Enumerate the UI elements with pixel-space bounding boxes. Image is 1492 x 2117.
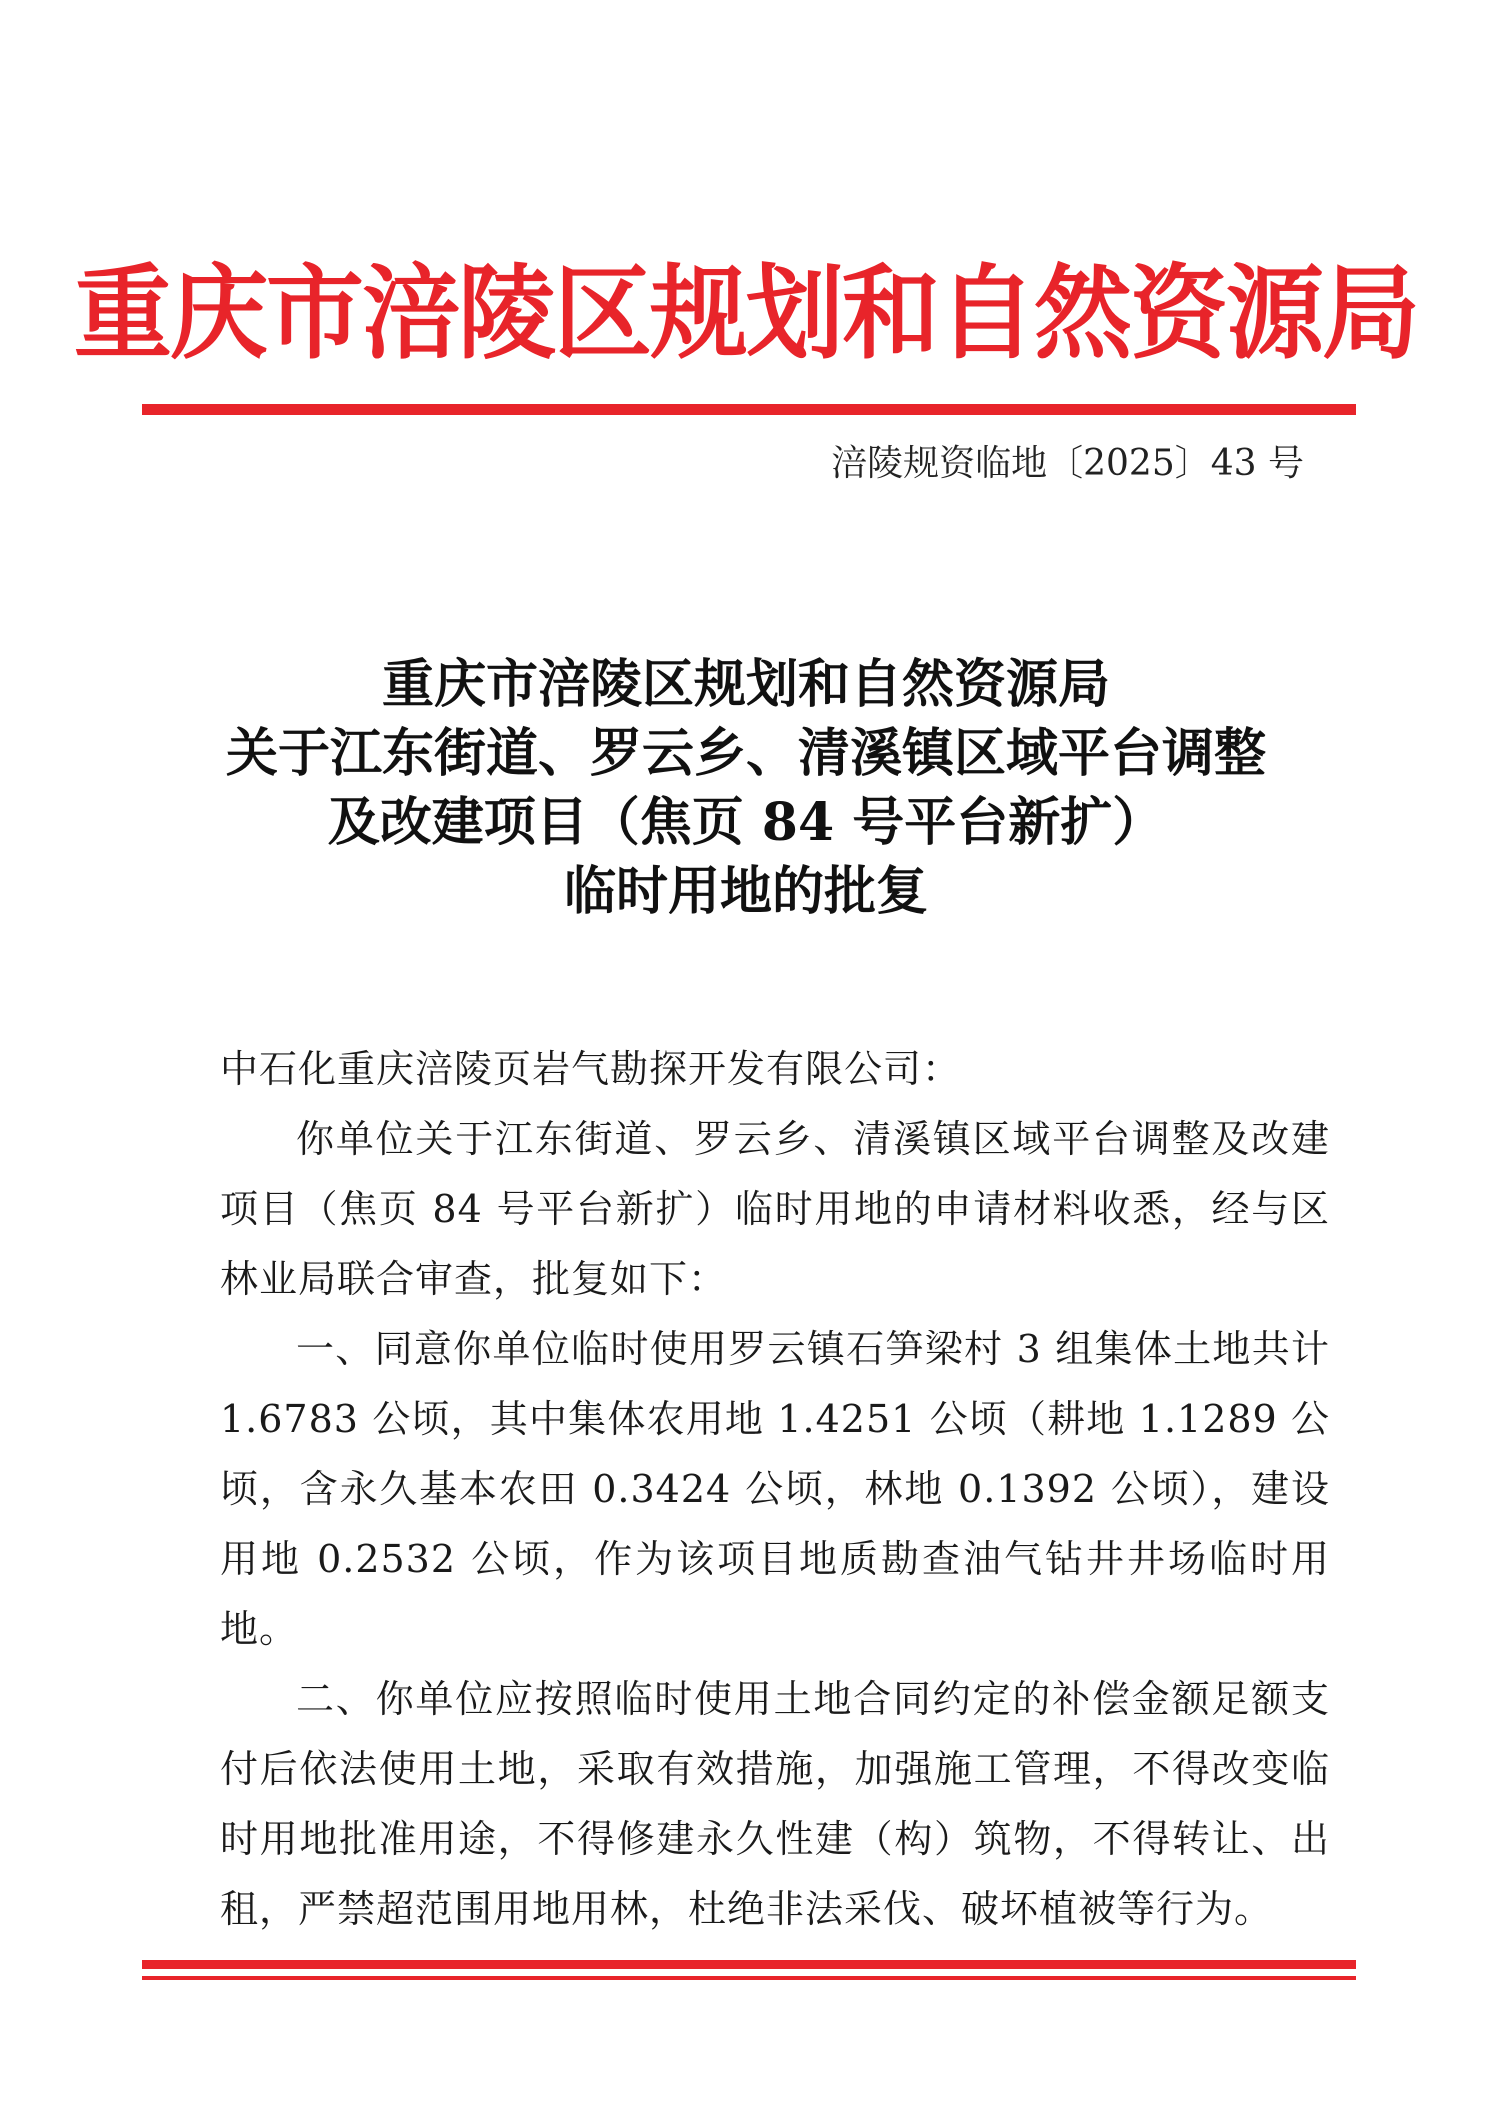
footer-red-rule-thick [142, 1960, 1356, 1969]
header-red-rule [142, 404, 1356, 415]
paragraph-item-2: 二、你单位应按照临时使用土地合同约定的补偿金额足额支付后依法使用土地，采取有效措施，加强施工管理，不得改变临时用地批准用途，不得修建永久性建（构）筑物，不得转让、出租，严禁超范围用地用林，杜绝非法采伐、破坏植被等行为。 [220, 1677, 1330, 1931]
title-line-3: 及改建项目（焦页 84 号平台新扩） [327, 792, 1165, 853]
title-line-1: 重庆市涪陵区规划和自然资源局 [381, 654, 1110, 715]
document-number: 涪陵规资临地〔2025〕43 号 [831, 443, 1304, 484]
addressee: 中石化重庆涪陵页岩气勘探开发有限公司： [220, 1047, 962, 1091]
document-body [220, 1034, 1330, 1944]
title-line-4: 临时用地的批复 [563, 861, 928, 922]
paragraph-intro: 你单位关于江东街道、罗云乡、清溪镇区域平台调整及改建项目（焦页 84 号平台新扩）临时用地的申请材料收悉，经与区林业局联合审查，批复如下： [220, 1117, 1330, 1301]
document-title [0, 650, 1492, 926]
footer-red-rule-thin [142, 1976, 1356, 1980]
issuer-header: 重庆市涪陵区规划和自然资源局 [74, 255, 1419, 374]
title-line-2: 关于江东街道、罗云乡、清溪镇区域平台调整 [225, 723, 1266, 784]
paragraph-item-1: 一、同意你单位临时使用罗云镇石笋梁村 3 组集体土地共计 1.6783 公顷，其中集体农用地 1.4251 公顷（耕地 1.1289 公顷，含永久基本农田 0.3424 公顷，林地 0.1392 公顷），建设用地 0.2532 公顷，作为该项目地质勘查油气钻井井场临时用地。 [220, 1327, 1330, 1651]
